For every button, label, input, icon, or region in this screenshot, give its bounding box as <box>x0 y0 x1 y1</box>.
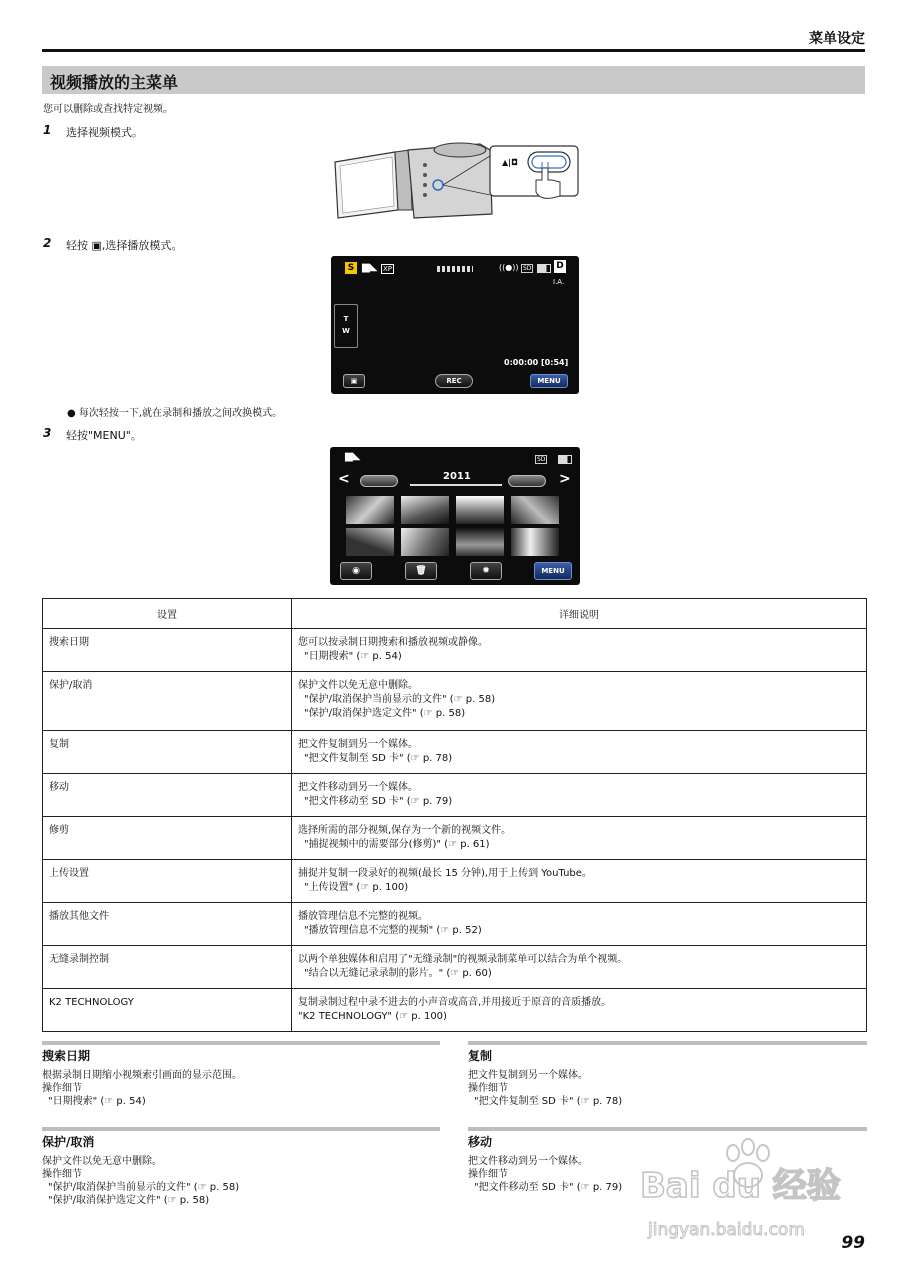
battery-icon <box>537 264 551 273</box>
table-row <box>43 817 867 860</box>
table-row <box>43 860 867 903</box>
zoom-control[interactable] <box>334 304 358 348</box>
subsection-copy <box>468 1041 867 1108</box>
description-text: 选择所需的部分视频,保存为一个新的视频文件。 <box>298 825 512 836</box>
video-camera-icon: ▆◣ <box>345 451 361 462</box>
page-reference-link[interactable]: "把文件移动至 SD 卡" (☞ p. 79) <box>474 1182 623 1193</box>
table-row <box>43 731 867 774</box>
index-screen <box>330 447 580 585</box>
stabilizer-icon: ((●)) <box>499 263 519 272</box>
trash-icon[interactable]: 🗑 <box>405 562 437 580</box>
table-row <box>43 946 867 989</box>
quality-indicator: XP <box>383 265 393 273</box>
setting-name: 无缝录制控制 <box>43 946 292 989</box>
video-thumbnail[interactable] <box>401 528 449 556</box>
page-reference-link[interactable]: "播放管理信息不完整的视频" (☞ p. 52) <box>304 925 482 936</box>
description-text: 捕捉并复制一段录好的视频(最长 15 分钟),用于上传到 YouTube。 <box>298 868 592 879</box>
setting-name: K2 TECHNOLOGY <box>43 989 292 1032</box>
setting-description <box>292 731 867 774</box>
intelligent-auto-label: I.A. <box>553 278 565 286</box>
setting-description <box>292 946 867 989</box>
subsection-title: 移动 <box>468 1135 493 1149</box>
description-text: 以两个单独媒体和启用了"无缝录制"的视频录制菜单可以结合为单个视频。 <box>298 954 628 965</box>
subsection-rule <box>468 1041 867 1045</box>
step-2-text: 轻按 ▣,选择播放模式。 <box>66 239 183 252</box>
operation-detail-label: 操作细节 <box>468 1169 508 1180</box>
page-reference-link[interactable]: "捕捉视频中的需要部分(修剪)" (☞ p. 61) <box>304 839 490 850</box>
page-reference-link[interactable]: "上传设置" (☞ p. 100) <box>304 882 409 893</box>
prev-date-button[interactable] <box>360 475 398 487</box>
subsection-body: 把文件复制到另一个媒体。 <box>468 1070 588 1081</box>
setting-name: 复制 <box>43 731 292 774</box>
subsection-body: 把文件移动到另一个媒体。 <box>468 1156 588 1167</box>
sd-card-indicator: SD <box>523 265 532 272</box>
subsection-rule <box>468 1127 867 1131</box>
setting-description <box>292 672 867 731</box>
rec-button[interactable]: REC <box>435 374 473 388</box>
subsection-title: 保护/取消 <box>42 1135 95 1149</box>
step-3-text: 轻按"MENU"。 <box>66 429 142 442</box>
time-counter: 0:00:00 [0:54] <box>504 358 569 367</box>
step-1-text: 选择视频模式。 <box>66 126 143 139</box>
page-number: 99 <box>841 1233 865 1253</box>
subsection-body: 保护文件以免无意中删除。 <box>42 1156 162 1167</box>
menu-settings-table <box>42 598 867 1032</box>
video-thumbnail[interactable] <box>456 528 504 556</box>
subsection-rule <box>42 1041 440 1045</box>
description-text: 保护文件以免无意中删除。 <box>298 680 418 691</box>
description-text: 播放管理信息不完整的视频。 <box>298 911 428 922</box>
subsection-protect <box>42 1127 440 1207</box>
storage-badge: D <box>554 260 566 273</box>
description-text: 把文件复制到另一个媒体。 <box>298 739 418 750</box>
next-arrow-button[interactable]: > <box>559 471 571 487</box>
setting-description <box>292 989 867 1032</box>
table-row <box>43 903 867 946</box>
table-row <box>43 774 867 817</box>
setting-name: 修剪 <box>43 817 292 860</box>
page-reference-link[interactable]: "把文件复制至 SD 卡" (☞ p. 78) <box>474 1096 623 1107</box>
battery-icon <box>558 455 572 464</box>
setting-description <box>292 629 867 672</box>
subsection-title: 搜索日期 <box>42 1049 91 1063</box>
playback-mode-button[interactable]: ▣ <box>343 374 365 388</box>
video-thumbnail[interactable] <box>346 528 394 556</box>
setting-name: 搜索日期 <box>43 629 292 672</box>
setting-description <box>292 817 867 860</box>
subsection-body: 根据录制日期缩小视频索引画面的显示范围。 <box>42 1070 242 1081</box>
video-camera-icon: ▆◣ <box>362 262 378 273</box>
page-reference-link[interactable]: "结合以无缝记录录制的影片。" (☞ p. 60) <box>304 968 492 979</box>
section-intro: 您可以删除或查找特定视频。 <box>43 104 173 115</box>
page-reference-link[interactable]: "保护/取消保护选定文件" (☞ p. 58) <box>304 708 466 719</box>
table-row <box>43 989 867 1032</box>
setting-description <box>292 860 867 903</box>
setting-description <box>292 903 867 946</box>
baidu-logo-text: Bai du 经验 <box>640 1166 841 1206</box>
video-thumbnail[interactable] <box>456 496 504 524</box>
zoom-wide-label: W <box>342 327 350 335</box>
setting-name: 移动 <box>43 774 292 817</box>
page-header-title: 菜单设定 <box>809 31 865 47</box>
record-mode-screen <box>331 256 579 394</box>
baidu-jingyan-watermark <box>640 1135 850 1245</box>
step-2-number: 2 <box>43 236 52 250</box>
step-1-number: 1 <box>43 123 52 137</box>
subsection-search-date <box>42 1041 440 1108</box>
year-label: 2011 <box>443 471 471 482</box>
page-reference-link[interactable]: "把文件复制至 SD 卡" (☞ p. 78) <box>304 753 453 764</box>
page-reference-link[interactable]: "日期搜索" (☞ p. 54) <box>48 1096 146 1107</box>
section-title: 视频播放的主菜单 <box>50 73 179 92</box>
table-row <box>43 629 867 672</box>
page-reference-link[interactable]: "保护/取消保护当前显示的文件" (☞ p. 58) <box>304 694 496 705</box>
table-header-setting: 设置 <box>43 599 292 629</box>
watermark-url: jingyan.baidu.com <box>648 1220 805 1240</box>
description-text: 把文件移动到另一个媒体。 <box>298 782 418 793</box>
setting-name: 上传设置 <box>43 860 292 903</box>
description-text: 您可以按录制日期搜索和播放视频或静像。 <box>298 637 488 648</box>
operation-detail-label: 操作细节 <box>468 1083 508 1094</box>
mode-badge: S <box>345 262 357 274</box>
camcorder-illustration <box>330 140 580 225</box>
setting-name: 播放其他文件 <box>43 903 292 946</box>
setting-name: 保护/取消 <box>43 672 292 731</box>
status-dots <box>437 266 473 272</box>
sd-card-indicator: SD <box>537 456 546 463</box>
video-thumbnail[interactable] <box>346 496 394 524</box>
video-thumbnail[interactable] <box>511 496 559 524</box>
description-text: 复制录制过程中录不进去的小声音或高音,并用接近于原音的音质播放。 <box>298 997 612 1008</box>
operation-detail-label: 操作细节 <box>42 1169 82 1180</box>
zoom-tele-label: T <box>343 315 349 323</box>
page-reference-link[interactable]: "保护/取消保护选定文件" (☞ p. 58) <box>48 1195 210 1206</box>
timeline-bar <box>410 484 502 486</box>
settings-gear-icon[interactable]: ✹ <box>470 562 502 580</box>
mode-switch-label: ▲|◘ <box>502 158 518 167</box>
menu-button[interactable]: MENU <box>530 374 568 388</box>
operation-detail-label: 操作细节 <box>42 1083 82 1094</box>
table-row <box>43 672 867 731</box>
prev-arrow-button[interactable]: < <box>338 471 350 487</box>
record-mode-button[interactable]: ◉ <box>340 562 372 580</box>
setting-description <box>292 774 867 817</box>
bullet-note: ● 每次轻按一下,就在录制和播放之间改换模式。 <box>67 408 283 419</box>
table-header-description: 详细说明 <box>292 599 867 629</box>
next-date-button[interactable] <box>508 475 546 487</box>
header-rule <box>42 49 865 52</box>
page-reference-link[interactable]: "保护/取消保护当前显示的文件" (☞ p. 58) <box>48 1182 240 1193</box>
page-reference-link[interactable]: "K2 TECHNOLOGY" (☞ p. 100) <box>298 1011 447 1022</box>
page-reference-link[interactable]: "把文件移动至 SD 卡" (☞ p. 79) <box>304 796 453 807</box>
page-reference-link[interactable]: "日期搜索" (☞ p. 54) <box>304 651 402 662</box>
menu-button[interactable]: MENU <box>534 562 572 580</box>
video-thumbnail[interactable] <box>511 528 559 556</box>
subsection-rule <box>42 1127 440 1131</box>
step-3-number: 3 <box>43 426 52 440</box>
subsection-title: 复制 <box>468 1049 493 1063</box>
video-thumbnail[interactable] <box>401 496 449 524</box>
